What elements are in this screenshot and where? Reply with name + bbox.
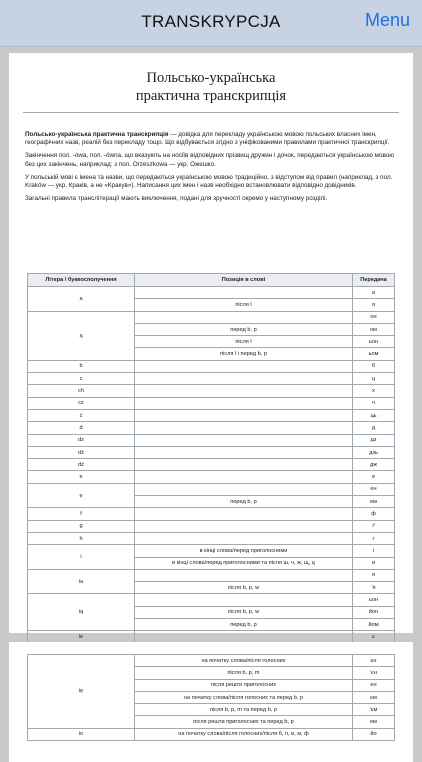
position-cell bbox=[135, 287, 353, 299]
position-cell bbox=[135, 373, 353, 385]
transfer-cell: б bbox=[353, 360, 395, 372]
transfer-cell: і bbox=[353, 545, 395, 557]
position-cell: після l і перед b, p bbox=[135, 348, 353, 360]
transfer-cell: 'єм bbox=[353, 704, 395, 716]
transfer-cell: ч bbox=[353, 397, 395, 409]
transfer-cell: ен bbox=[353, 679, 395, 691]
transfer-cell: 'єн bbox=[353, 667, 395, 679]
transfer-cell: ен bbox=[353, 483, 395, 495]
intro-text: — довідка для перекладу українською мовою польських власних імен, географічних назв, реалій без перекладу тощо. Що відбувається згідно з уніфікованими правилами практичної транскрипції. bbox=[25, 131, 390, 147]
table-header-row bbox=[28, 274, 395, 287]
table-row bbox=[28, 434, 395, 446]
header-position: Позиція в слові bbox=[135, 274, 353, 287]
position-cell: після l bbox=[135, 299, 353, 311]
table-row bbox=[28, 459, 395, 471]
letter-cell: dz bbox=[28, 434, 135, 446]
table-row bbox=[28, 483, 395, 495]
table-row bbox=[28, 422, 395, 434]
transfer-cell: ем bbox=[353, 496, 395, 508]
position-cell bbox=[135, 532, 353, 544]
table-row bbox=[28, 409, 395, 421]
letter-cell: dż bbox=[28, 459, 135, 471]
document-title-line2: практична транскрипція bbox=[135, 88, 287, 104]
transfer-cell: д bbox=[353, 422, 395, 434]
header-transfer: Передача bbox=[353, 274, 395, 287]
position-cell: на початку слова/після голосних та перед b, p bbox=[135, 691, 353, 703]
transcription-table bbox=[27, 273, 395, 644]
table-row bbox=[28, 508, 395, 520]
table-row bbox=[28, 311, 395, 323]
table-row bbox=[28, 287, 395, 299]
position-cell: перед b, p bbox=[135, 323, 353, 335]
letter-cell: a bbox=[28, 287, 135, 312]
transfer-cell: г bbox=[353, 532, 395, 544]
transfer-cell: ем bbox=[353, 716, 395, 728]
letter-cell: ę bbox=[28, 483, 135, 508]
letter-cell: dź bbox=[28, 446, 135, 458]
transfer-cell: ом bbox=[353, 323, 395, 335]
position-cell: в кінці слова/перед приголосними bbox=[135, 545, 353, 557]
position-cell bbox=[135, 569, 353, 581]
position-cell bbox=[135, 360, 353, 372]
position-cell bbox=[135, 434, 353, 446]
document-title bbox=[9, 53, 413, 105]
transfer-cell: йом bbox=[353, 619, 395, 631]
intro-term: Польсько-українська практична транскрипція bbox=[25, 131, 169, 138]
position-cell bbox=[135, 483, 353, 495]
transfer-cell: ф bbox=[353, 508, 395, 520]
position-cell: на початку слова/після голосних bbox=[135, 655, 353, 667]
position-cell: в кінці слова/перед приголосними та після ш, ч, ж, щ, ц bbox=[135, 557, 353, 569]
position-cell bbox=[135, 459, 353, 471]
position-cell bbox=[135, 385, 353, 397]
transfer-cell: е bbox=[353, 471, 395, 483]
nav-bar bbox=[0, 0, 422, 47]
letter-cell: ią bbox=[28, 594, 135, 631]
transfer-cell: я bbox=[353, 299, 395, 311]
transfer-cell: ґ bbox=[353, 520, 395, 532]
position-cell bbox=[135, 311, 353, 323]
position-cell: після b, p, m bbox=[135, 667, 353, 679]
table-row bbox=[28, 385, 395, 397]
position-cell: після b, p, w bbox=[135, 606, 353, 618]
letter-cell: c bbox=[28, 373, 135, 385]
table-row bbox=[28, 728, 395, 740]
letter-cell: ia bbox=[28, 569, 135, 594]
table-row bbox=[28, 446, 395, 458]
table-row bbox=[28, 532, 395, 544]
position-cell bbox=[135, 446, 353, 458]
position-cell: перед b, p bbox=[135, 619, 353, 631]
intro-paragraph bbox=[25, 131, 397, 147]
letter-cell: e bbox=[28, 471, 135, 483]
exceptions-paragraph: Загальні правила транслітерації мають виключення, подані для зручності окремо у наступному розділі. bbox=[25, 195, 328, 203]
table-row bbox=[28, 545, 395, 557]
transfer-cell: дз bbox=[353, 434, 395, 446]
letter-cell: g bbox=[28, 520, 135, 532]
document-page-2 bbox=[9, 642, 413, 762]
transfer-cell: є bbox=[353, 631, 395, 643]
table-row bbox=[28, 655, 395, 667]
letter-cell: d bbox=[28, 422, 135, 434]
letter-cell: ie bbox=[28, 631, 135, 643]
letter-cell: ą bbox=[28, 311, 135, 360]
letter-cell: ię bbox=[28, 655, 135, 729]
position-cell: після l bbox=[135, 336, 353, 348]
letter-cell: f bbox=[28, 508, 135, 520]
table-row bbox=[28, 594, 395, 606]
letter-cell: ć bbox=[28, 409, 135, 421]
transfer-cell: он bbox=[353, 311, 395, 323]
letter-cell: b bbox=[28, 360, 135, 372]
letter-cell: i bbox=[28, 545, 135, 570]
transfer-cell: 'я bbox=[353, 582, 395, 594]
table-row bbox=[28, 360, 395, 372]
transfer-cell: и bbox=[353, 557, 395, 569]
letter-cell: ch bbox=[28, 385, 135, 397]
table-row bbox=[28, 471, 395, 483]
letter-cell: cz bbox=[28, 397, 135, 409]
position-cell bbox=[135, 471, 353, 483]
transfer-cell: я bbox=[353, 569, 395, 581]
position-cell bbox=[135, 422, 353, 434]
letter-cell: io bbox=[28, 728, 135, 740]
position-cell bbox=[135, 508, 353, 520]
transfer-cell: ьон bbox=[353, 336, 395, 348]
transfer-cell: х bbox=[353, 385, 395, 397]
transfer-cell: ьон bbox=[353, 594, 395, 606]
position-cell: після b, p, w bbox=[135, 582, 353, 594]
transfer-cell: єм bbox=[353, 691, 395, 703]
document-title-line1: Польсько-українська bbox=[146, 70, 276, 86]
table-row bbox=[28, 520, 395, 532]
position-cell: на початку слова/після голосних/після б, п, в, м, ф bbox=[135, 728, 353, 740]
position-cell: після решти приголосних та перед b, p bbox=[135, 716, 353, 728]
transfer-cell: ц bbox=[353, 373, 395, 385]
position-cell bbox=[135, 397, 353, 409]
transfer-cell: а bbox=[353, 287, 395, 299]
nav-title: TRANSKRYPCJA bbox=[141, 12, 281, 31]
position-cell bbox=[135, 520, 353, 532]
header-letter: Літера / буквосполучення bbox=[28, 274, 135, 287]
position-cell bbox=[135, 409, 353, 421]
table-row bbox=[28, 397, 395, 409]
position-cell: після решти приголосних bbox=[135, 679, 353, 691]
transfer-cell: ць bbox=[353, 409, 395, 421]
position-cell bbox=[135, 594, 353, 606]
title-divider bbox=[23, 112, 399, 113]
transfer-cell: йо bbox=[353, 728, 395, 740]
transfer-cell: єн bbox=[353, 655, 395, 667]
position-cell: після b, p, m та перед b, p bbox=[135, 704, 353, 716]
transfer-cell: йон bbox=[353, 606, 395, 618]
table-row bbox=[28, 569, 395, 581]
transcription-table-continued bbox=[27, 654, 395, 741]
transfer-cell: дж bbox=[353, 459, 395, 471]
document-page bbox=[9, 53, 413, 640]
position-cell: перед b, p bbox=[135, 496, 353, 508]
menu-button[interactable]: Menu bbox=[364, 10, 410, 30]
letter-cell: h bbox=[28, 532, 135, 544]
traditional-names-paragraph: У польській мові є імена та назви, що передаються українською мовою традиційно, з відступом від правил (наприклад, з пол. Kraków — укр. Краків, а не «Кракув»). Написання цих імен і назв необхідно встановлювати відповідно довідників. bbox=[25, 173, 393, 190]
endings-paragraph: Закінчення пол. -owa, пол. -ówna, що вказують на носіїв відповідних прізвищ дружин і дочок, передаються українською мовою без цих закінчень, наприклад: з пол. Orzeszkowa — укр. Ожешко. bbox=[25, 152, 394, 168]
transfer-cell: ьом bbox=[353, 348, 395, 360]
transfer-cell: дзь bbox=[353, 446, 395, 458]
table-row bbox=[28, 373, 395, 385]
